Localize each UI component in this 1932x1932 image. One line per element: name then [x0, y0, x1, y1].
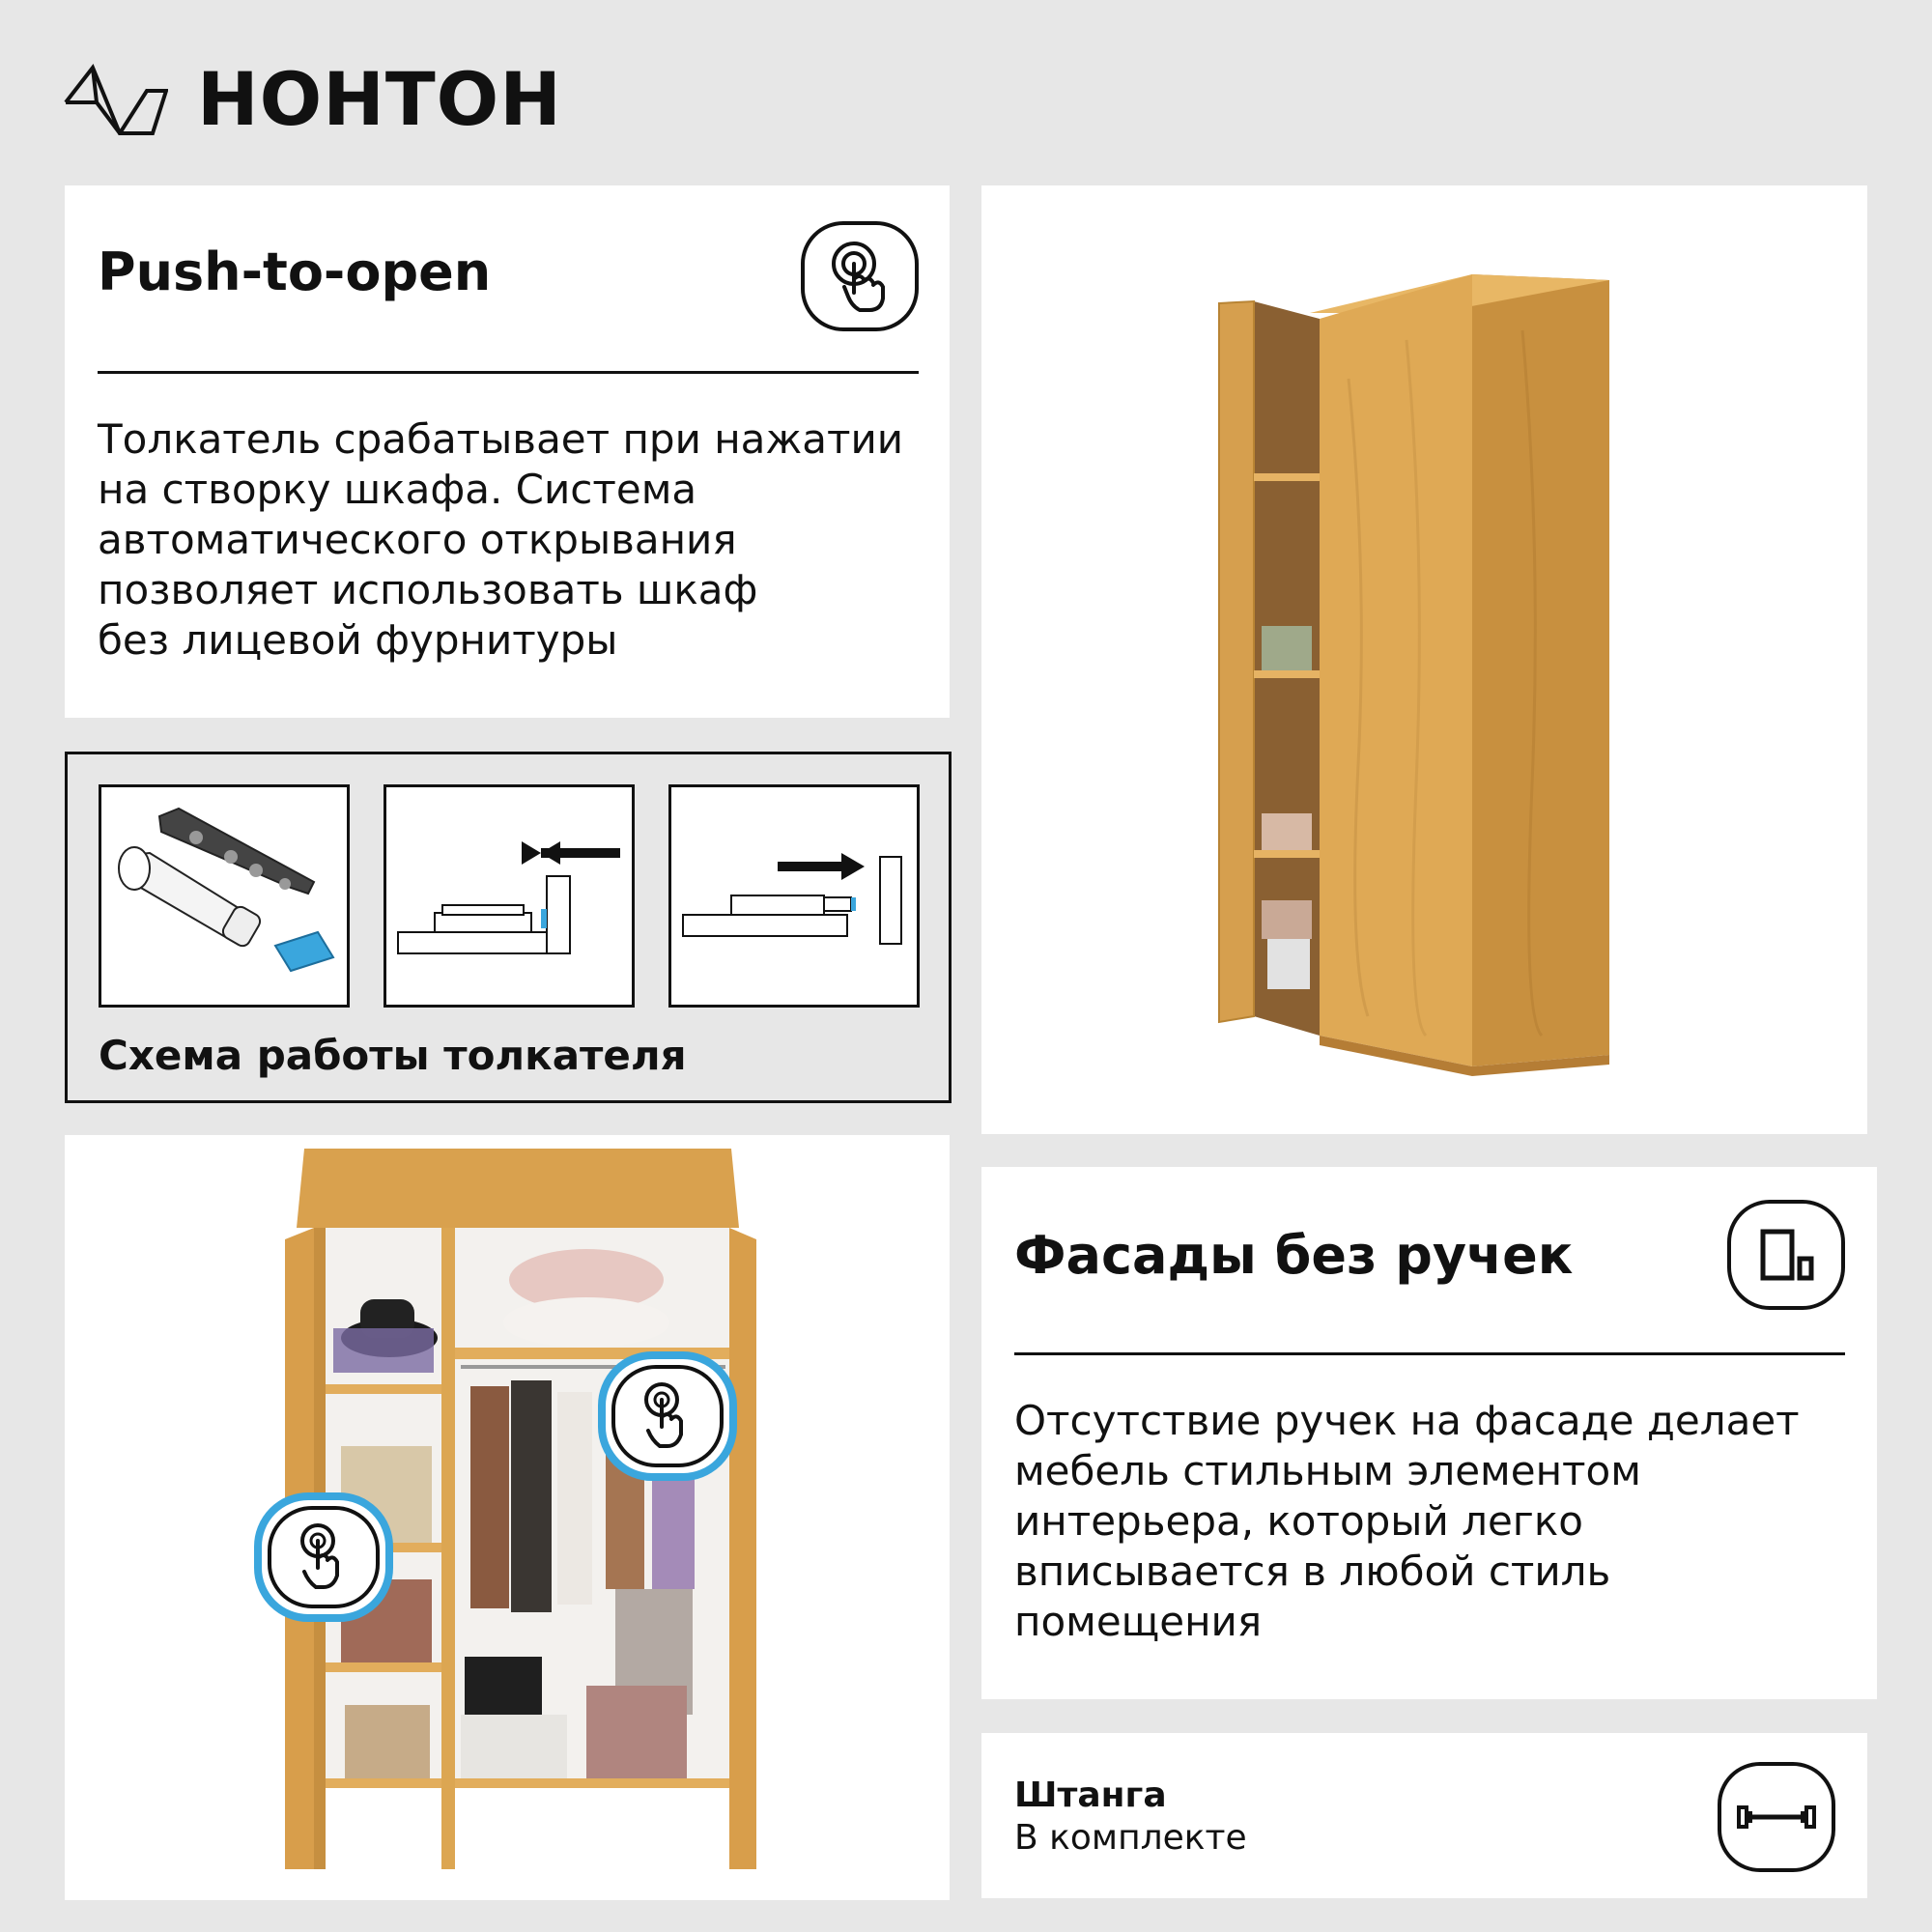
facade-title: Фасады без ручек — [1014, 1225, 1574, 1286]
rod-card — [981, 1733, 1867, 1898]
rod-title: Штанга — [1014, 1776, 1167, 1815]
scheme-panel — [65, 752, 952, 1103]
rod-subtitle: В комплекте — [1014, 1818, 1247, 1858]
facade-description: Отсутствие ручек на фасаде делает мебель стильным элементом интерьера, который легко вписывается в любой стиль помещения — [1014, 1397, 1800, 1645]
hanging-rod-icon — [1735, 1798, 1818, 1836]
brand-name: НОНТОН — [197, 56, 562, 142]
wardrobe-open-image — [65, 1135, 950, 1900]
push-badge-right — [602, 1355, 733, 1477]
scheme-caption: Схема работы толкателя — [99, 1032, 687, 1079]
wardrobe-closed-image — [981, 185, 1867, 1134]
latch-pushed-in-icon — [386, 787, 632, 1005]
wardrobe-open-image-card — [65, 1135, 950, 1900]
facade-divider — [1014, 1352, 1845, 1355]
push-divider — [98, 371, 919, 374]
scheme-step-2 — [384, 784, 635, 1008]
push-description: Толкатель срабатывает при нажатии на створку шкафа. Система автоматического открывания позволяет использовать шкаф без лицевой фурнитуры — [98, 415, 904, 664]
handleless-door-icon — [1757, 1226, 1815, 1284]
facade-icon-badge — [1727, 1200, 1845, 1310]
wardrobe-image-card — [981, 185, 1867, 1134]
push-icon-badge — [801, 221, 919, 331]
push-to-open-title: Push-to-open — [98, 242, 492, 302]
push-finger-icon — [831, 241, 889, 312]
rod-icon-badge — [1718, 1762, 1835, 1872]
scheme-step-1 — [99, 784, 350, 1008]
latch-pushing-out-icon — [671, 787, 917, 1005]
brand-logo — [64, 56, 562, 142]
scheme-step-3 — [668, 784, 920, 1008]
push-to-open-card — [65, 185, 950, 718]
push-badge-left — [258, 1496, 389, 1618]
facade-card — [981, 1167, 1877, 1699]
brand-logo-icon — [64, 64, 168, 135]
push-latch-mechanism-icon — [101, 787, 347, 1005]
